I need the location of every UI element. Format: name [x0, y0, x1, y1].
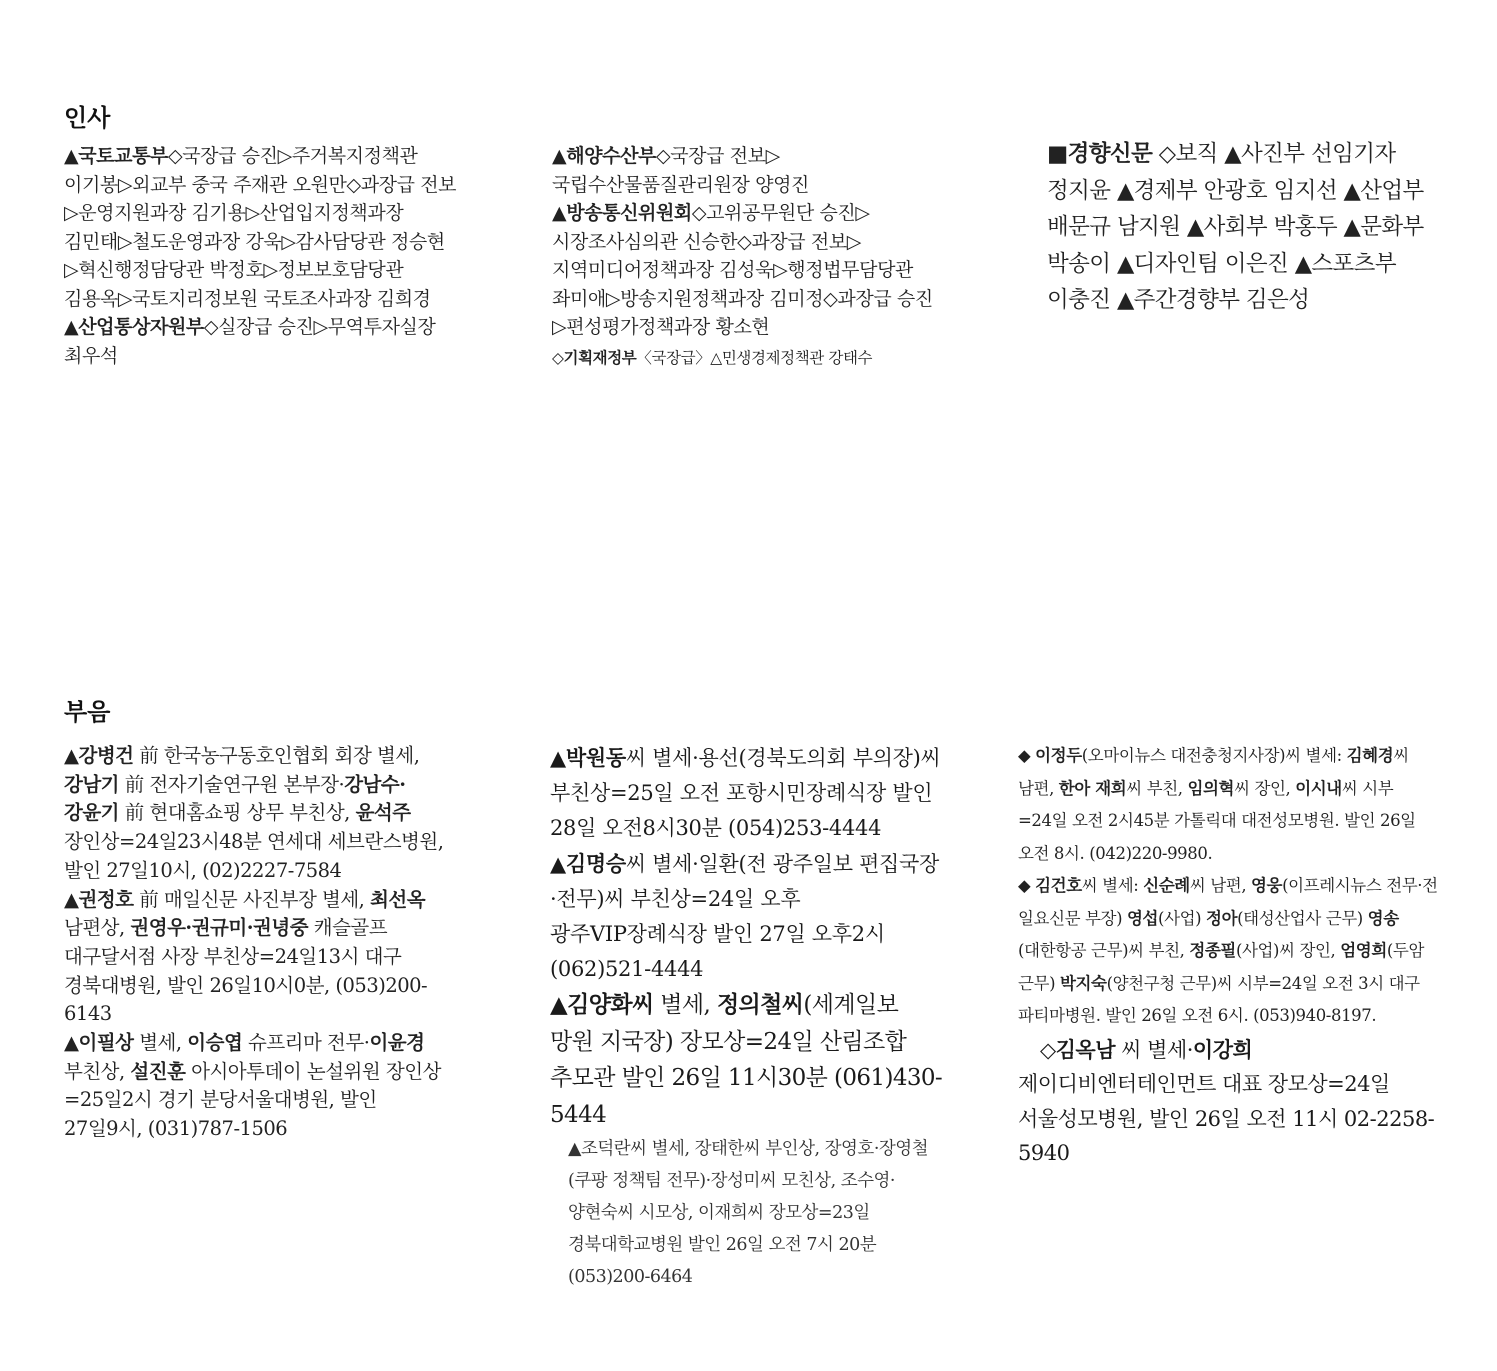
appointment-entry: ◇기획재정부〈국장급〉△민생경제정책관 강태수	[552, 347, 873, 367]
person-name: ▲김명승	[550, 851, 626, 876]
obituary-text: 씨 별세:	[1081, 876, 1144, 895]
appointments-column-1	[64, 142, 459, 370]
obituary-text: 前 현대홈쇼핑 상무 부친상,	[119, 801, 356, 825]
obituary-text: (대한항공 근무)씨 부친,	[1018, 941, 1190, 960]
obituary-entry	[550, 846, 945, 987]
obituary-text: ▲조덕란씨 별세, 장태한씨 부인상, 장영호·장영철(쿠팡 정책팀 전무)·장성미씨 모친상, 조수영·양현숙씨 시모상, 이재희씨 장모상=23일 경북대학교병원 발인 26일 오전 7시 20분 (053)200-6464	[568, 1139, 929, 1287]
obituary-text: 씨 별세·용선(경북도의회 부의장)씨 부친상=25일 오전 포항시민장례식장 발인 28일 오전8시30분 (054)253-4444	[550, 746, 941, 840]
person-name: 이필상	[78, 1031, 134, 1055]
obituary-text: ▲	[64, 744, 79, 767]
obituary-text: (사업)씨 장인,	[1235, 941, 1341, 960]
person-name: 강병건	[78, 744, 134, 767]
org-name: ▲방송통신위원회	[552, 202, 692, 224]
obituaries-heading: 부음	[64, 698, 111, 726]
appointment-entry: ■경향신문 ◇보직 ▲사진부 선임기자 정지윤 ▲경제부 안광호 임지선 ▲산업부 배문규 남지원 ▲사회부 박홍두 ▲문화부 박송이 ▲디자인팀 이은진 ▲스포츠부 이충진 ▲주간경향부 김은성	[1047, 141, 1424, 313]
obituaries-column-3	[1018, 740, 1438, 1171]
person-name: 김혜경	[1346, 746, 1394, 765]
obituary-text: 씨 별세·일환(전 광주일보 편집국장·전무)씨 부친상=24일 오후 광주VIP장례식장 발인 27일 오후2시 (062)521-4444	[550, 852, 940, 981]
person-name: 정아	[1206, 908, 1238, 928]
org-name: ■경향신문	[1047, 141, 1153, 167]
appointment-entry: ▲방송통신위원회◇고위공무원단 승진▷시장조사심의관 신승한◇과장급 전보▷지역미디어정책과장 김성욱▷행정법무담당관 좌미애▷방송지원정책과장 김미정◇과장급 승진▷편성평가정책과장 황소현	[552, 202, 933, 338]
obituary-text: 씨 장인,	[1234, 778, 1296, 798]
person-name: 김건호	[1035, 876, 1082, 895]
person-name: ▲김양화씨	[550, 991, 654, 1018]
obituary-text: (양천구청 근무)씨 시부=24일 오전 3시 대구 파티마병원. 발인 26일 오전 6시. (053)940-8197.	[1018, 973, 1420, 1025]
org-name: ▲국토교통부	[64, 145, 168, 167]
person-name: 강남기	[64, 772, 120, 796]
obituary-text: ▲	[64, 1031, 79, 1055]
person-name: 이윤경	[369, 1031, 425, 1055]
obituary-text: 별세,	[653, 992, 717, 1018]
person-name: 최선옥	[370, 887, 426, 911]
appointment-entry: ▲산업통상자원부◇실장급 승진▷무역투자실장 최우석	[64, 316, 436, 367]
obituary-text: 부친상,	[64, 1059, 131, 1083]
appointment-entry: ▲해양수산부◇국장급 전보▷국립수산물품질관리원장 양영진	[552, 145, 809, 196]
obituary-text: 씨 부친,	[1126, 778, 1188, 798]
person-name: 정종필	[1189, 941, 1236, 960]
obituary-text: (오마이뉴스 대전충청지사장)씨 별세:	[1081, 746, 1347, 765]
obituary-text: (세계일보 망원 지국장) 장모상=24일 산림조합 추모관 발인 26일 11시30분 (061)430-5444	[550, 992, 943, 1128]
obituary-text: (사업)	[1158, 908, 1207, 928]
obituary-entry	[64, 1029, 456, 1144]
obituary-text: 前 한국농구동호인협회 회장 별세,	[133, 744, 420, 767]
person-name: 권영우·권규미·권녕중	[130, 916, 309, 940]
obituary-text: ◆	[1018, 746, 1036, 765]
obituary-text: 씨 남편,	[1018, 746, 1409, 798]
obituary-text: 슈프리마 전무·	[242, 1031, 370, 1055]
person-name: ◇김옥남	[1040, 1036, 1116, 1062]
org-name: ◇기획재정부	[552, 347, 637, 367]
appointments-heading: 인사	[64, 104, 111, 132]
person-name: 박지숙	[1059, 973, 1107, 993]
obituary-text: 캐슬골프 대구달서점 사장 부친상=24일13시 대구 경북대병원, 발인 26일10시0분, (053)200-6143	[64, 916, 428, 1026]
obituary-text: 남편상,	[64, 916, 131, 940]
person-name: 임의혁	[1187, 778, 1235, 798]
obituary-text: 前 전자기술연구원 본부장·	[119, 772, 345, 796]
obituary-entry	[1018, 740, 1438, 870]
obituaries-column-2	[550, 740, 945, 1293]
obituary-entry	[550, 987, 945, 1133]
obituary-text: 장인상=24일23시48분 연세대 세브란스병원, 발인 27일10시, (02)2227-7584	[64, 830, 444, 882]
org-name: ▲해양수산부	[552, 145, 656, 167]
obituary-text: ▲	[64, 887, 79, 911]
obituary-entry	[550, 740, 945, 846]
person-name: 설진훈	[130, 1059, 186, 1083]
obituary-entry	[1018, 870, 1438, 1033]
obituary-entry	[1018, 1033, 1438, 1171]
obituary-text: 씨 남편,	[1189, 876, 1252, 895]
obituary-text: ◆	[1018, 876, 1036, 895]
obituary-text: (태성산업사 근무)	[1237, 908, 1368, 928]
appointment-entry: ▲국토교통부◇국장급 승진▷주거복지정책관 이기봉▷외교부 중국 주재관 오원만◇과장급 전보▷운영지원과장 김기용▷산업입지정책과장 김민태▷철도운영과장 강욱▷감사담당관 정승현▷혁신행정담당관 박정호▷정보보호담당관 김용옥▷국토지리정보원 국토조사과장 김희경	[64, 145, 457, 310]
org-name: ▲산업통상자원부	[64, 316, 204, 338]
obituary-text: 별세,	[133, 1031, 188, 1055]
obituary-text: 아시아투데이 논설위원 장인상=25일2시 경기 분당서울대병원, 발인 27일9시, (031)787-1506	[64, 1059, 441, 1141]
person-name: ▲박원동	[550, 745, 626, 770]
obituary-text: 씨 시부=24일 오전 2시45분 가톨릭대 대전성모병원. 발인 26일 오전 8시. (042)220-9980.	[1018, 778, 1416, 863]
appointments-column-3	[1047, 136, 1442, 319]
obituary-entry	[64, 742, 456, 886]
obituaries-column-1	[64, 742, 456, 1144]
appointments-column-2	[552, 142, 947, 370]
person-name: 영송	[1367, 908, 1399, 928]
obituary-text: (두암 근무)	[1018, 941, 1424, 993]
obituary-text: 씨 별세·	[1115, 1037, 1193, 1062]
person-name: 신순례	[1143, 876, 1190, 895]
obituary-text: (이프레시뉴스 전무·전 일요신문 부장)	[1018, 876, 1438, 928]
person-name: 이강희	[1192, 1036, 1253, 1062]
person-name: 강남수·강윤기	[64, 772, 406, 825]
person-name: 한아 재희	[1058, 778, 1127, 798]
obituary-entry	[568, 1133, 945, 1293]
obituary-text: 前 매일신문 사진부장 별세,	[133, 887, 371, 911]
obituary-entry	[64, 886, 456, 1030]
person-name: 윤석주	[355, 801, 411, 825]
person-name: 이시내	[1295, 778, 1342, 798]
person-name: 정의철씨	[716, 991, 804, 1018]
person-name: 영섭	[1126, 908, 1159, 928]
person-name: 권정호	[78, 887, 134, 911]
person-name: 이정두	[1035, 746, 1082, 765]
obituary-text: 제이디비엔터테인먼트 대표 장모상=24일 서울성모병원, 발인 26일 오전 11시 02-2258-5940	[1018, 1072, 1435, 1165]
person-name: 이승엽	[187, 1031, 243, 1055]
person-name: 영웅	[1251, 876, 1283, 895]
person-name: 엄영희	[1340, 941, 1387, 960]
